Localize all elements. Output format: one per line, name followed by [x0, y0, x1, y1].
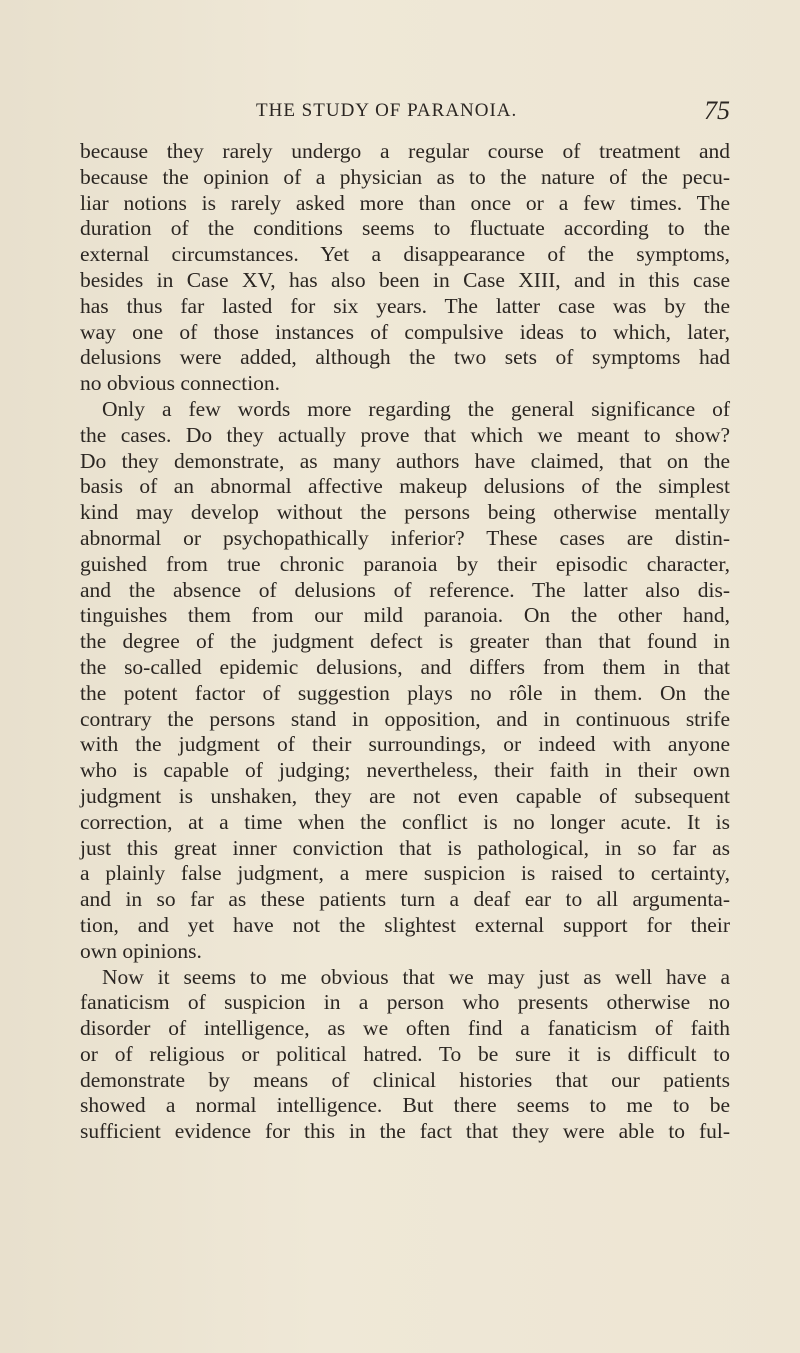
text-line: the so-called epidemic delusions, and differs from them in that [80, 654, 730, 679]
text-line: demonstrate by means of clinical histories that our patients [80, 1067, 730, 1092]
text-line: duration of the conditions seems to fluctuate according to the [80, 216, 730, 241]
text-line: sufficient evidence for this in the fact that they were able to ful- [80, 1119, 730, 1144]
text-line: liar notions is rarely asked more than once or a few times. The [80, 190, 730, 215]
text-line: tinguishes them from our mild paranoia. On the other hand, [80, 603, 730, 628]
text-line: the cases. Do they actually prove that which we meant to show? [80, 422, 730, 447]
text-line: has thus far lasted for six years. The latter case was by the [80, 293, 730, 318]
text-line: basis of an abnormal affective makeup delusions of the simplest [80, 474, 730, 499]
text-line: besides in Case XV, has also been in Case XIII, and in this case [80, 267, 730, 292]
text-line: fanaticism of suspicion in a person who presents otherwise no [80, 990, 730, 1015]
text-line: external circumstances. Yet a disappearance of the symptoms, [80, 242, 730, 267]
text-line: because the opinion of a physician as to the nature of the pecu- [80, 164, 730, 189]
text-line: a plainly false judgment, a mere suspicion is raised to certainty, [80, 861, 730, 886]
page-header [80, 96, 730, 126]
text-line: delusions were added, although the two sets of symptoms had [80, 345, 730, 370]
text-line: own opinions. [80, 938, 202, 963]
text-line: kind may develop without the persons being otherwise mentally [80, 500, 730, 525]
text-line: Now it seems to me obvious that we may just as well have a [102, 964, 730, 989]
text-line: way one of those instances of compulsive ideas to which, later, [80, 319, 730, 344]
text-line: Only a few words more regarding the general significance of [102, 396, 730, 421]
text-line: disorder of intelligence, as we often find a fanaticism of faith [80, 1016, 730, 1041]
text-line: with the judgment of their surroundings, or indeed with anyone [80, 732, 730, 757]
body-text [80, 139, 730, 1145]
page-number: 75 [704, 96, 730, 125]
text-line: correction, at a time when the conflict is no longer acute. It is [80, 809, 730, 834]
text-line: no obvious connection. [80, 371, 281, 396]
text-line: and in so far as these patients turn a deaf ear to all argumenta- [80, 887, 730, 912]
text-line: showed a normal intelligence. But there seems to me to be [80, 1093, 730, 1118]
text-line: judgment is unshaken, they are not even capable of subsequent [80, 783, 730, 808]
text-line: abnormal or psychopathically inferior? These cases are distin- [80, 525, 730, 550]
text-line: because they rarely undergo a regular course of treatment and [80, 139, 730, 163]
text-line: and the absence of delusions of reference. The latter also dis- [80, 577, 730, 602]
text-line: who is capable of judging; nevertheless, their faith in their own [80, 758, 730, 783]
text-line: just this great inner conviction that is pathological, in so far as [80, 835, 730, 860]
text-line: the potent factor of suggestion plays no rôle in them. On the [80, 680, 730, 705]
text-line: Do they demonstrate, as many authors have claimed, that on the [80, 448, 730, 473]
text-line: tion, and yet have not the slightest external support for their [80, 912, 730, 937]
text-line: contrary the persons stand in opposition, and in continuous strife [80, 706, 730, 731]
text-line: guished from true chronic paranoia by their episodic character, [80, 551, 730, 576]
text-line: the degree of the judgment defect is greater than that found in [80, 629, 730, 654]
text-line: or of religious or political hatred. To be sure it is difficult to [80, 1041, 730, 1066]
running-head: THE STUDY OF PARANOIA. [256, 100, 518, 121]
